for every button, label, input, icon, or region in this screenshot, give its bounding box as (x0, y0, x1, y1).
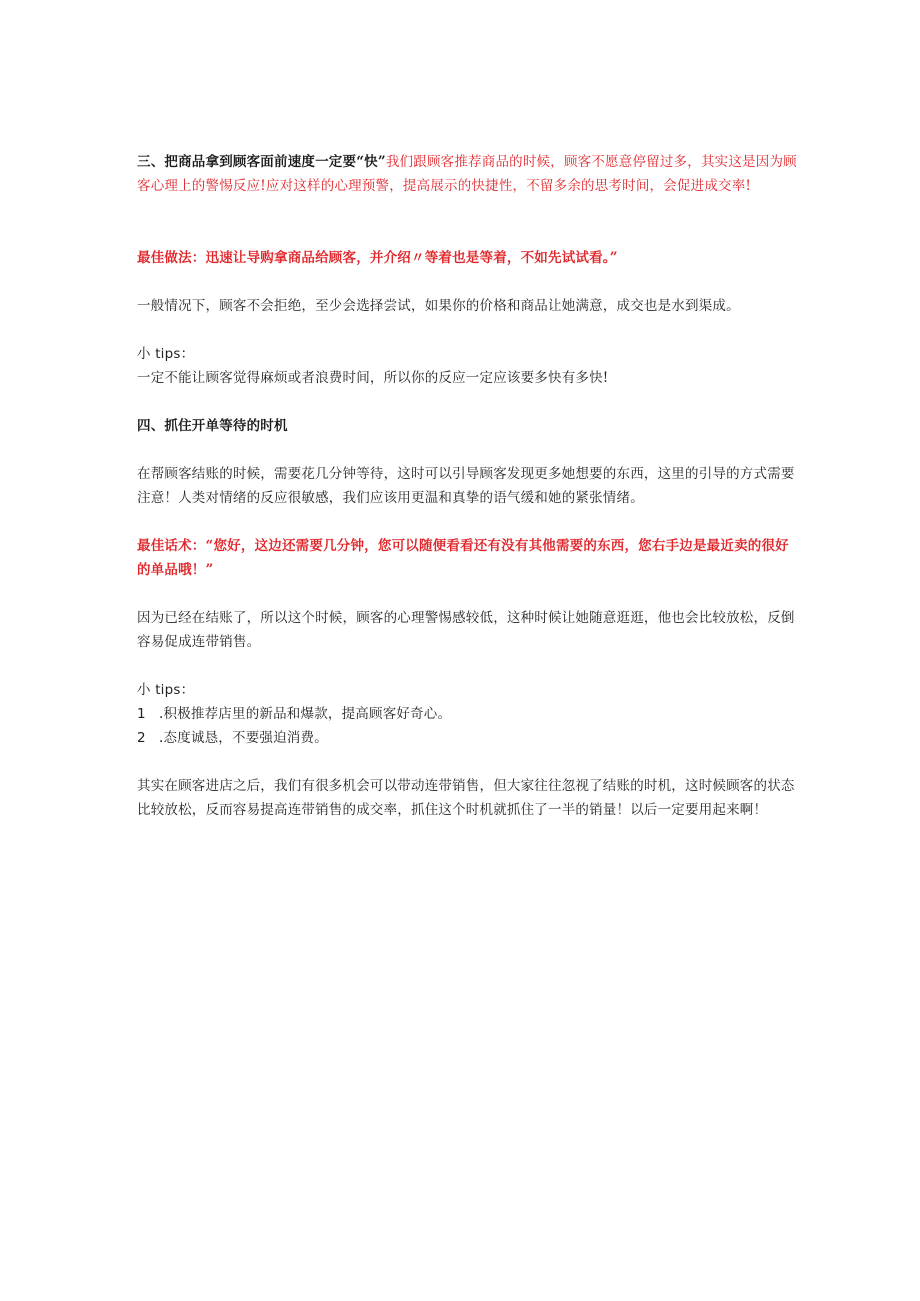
section3-note: 一般情况下，顾客不会拒绝，至少会选择尝试，如果你的价格和商品让她满意，成交也是水到渠成。 (137, 298, 740, 314)
section4-best-script: 最佳话术：“您好，这边还需要几分钟，您可以随便看看还有没有其他需要的东西，您右手边是最近卖的很好的单品哦！” (137, 538, 789, 578)
section3-tips-text: 一定不能让顾客觉得麻烦或者浪费时间，所以你的反应一定应该要多快有多快! (137, 370, 609, 386)
section4-tip-item (137, 702, 797, 726)
section3-body: 我们跟顾客推荐商品的时候，顾客不愿意停留过多，其实这是因为顾客心理上的警惕反应!应对这样的心理预警，提高展示的快捷性，不留多余的思考时间，会促进成交率! (137, 154, 797, 194)
section4-conclusion: 其实在顾客进店之后，我们有很多机会可以带动连带销售，但大家往往忽视了结账的时机，这时候顾客的状态比较放松，反而容易提高连带销售的成交率，抓住这个时机就抓住了一半的销量！以后一定要用起来啊！ (137, 778, 795, 818)
section3-best-practice: 最佳做法：迅速让导购拿商品给顾客，并介绍〃等着也是等着，不如先试试看。” (137, 250, 618, 266)
section4-body: 在帮顾客结账的时候，需要花几分钟等待，这时可以引导顾客发现更多她想要的东西，这里的引导的方式需要注意！人类对情绪的反应很敏感，我们应该用更温和真挚的语气缓和她的紧张情绪。 (137, 466, 795, 506)
tip-number: 2 (137, 730, 146, 746)
tip-text: .积极推荐店里的新品和爆款，提高顾客好奇心。 (159, 706, 452, 722)
section3-heading: 三、把商品拿到顾客面前速度一定要“快” (137, 154, 386, 170)
section4-note: 因为已经在结账了，所以这个时候，顾客的心理警惕感较低，这种时候让她随意逛逛，他也会比较放松，反倒容易促成连带销售。 (137, 610, 795, 650)
section4-tip-item (137, 726, 797, 750)
section3-intro-paragraph (137, 150, 797, 198)
section4-heading: 四、抓住开单等待的时机 (137, 418, 288, 434)
section3-tips-label: 小 tips： (137, 346, 195, 362)
tip-number: 1 (137, 706, 146, 722)
tip-text: .态度诚恳，不要强迫消费。 (159, 730, 328, 746)
section4-tips-label: 小 tips： (137, 682, 195, 698)
